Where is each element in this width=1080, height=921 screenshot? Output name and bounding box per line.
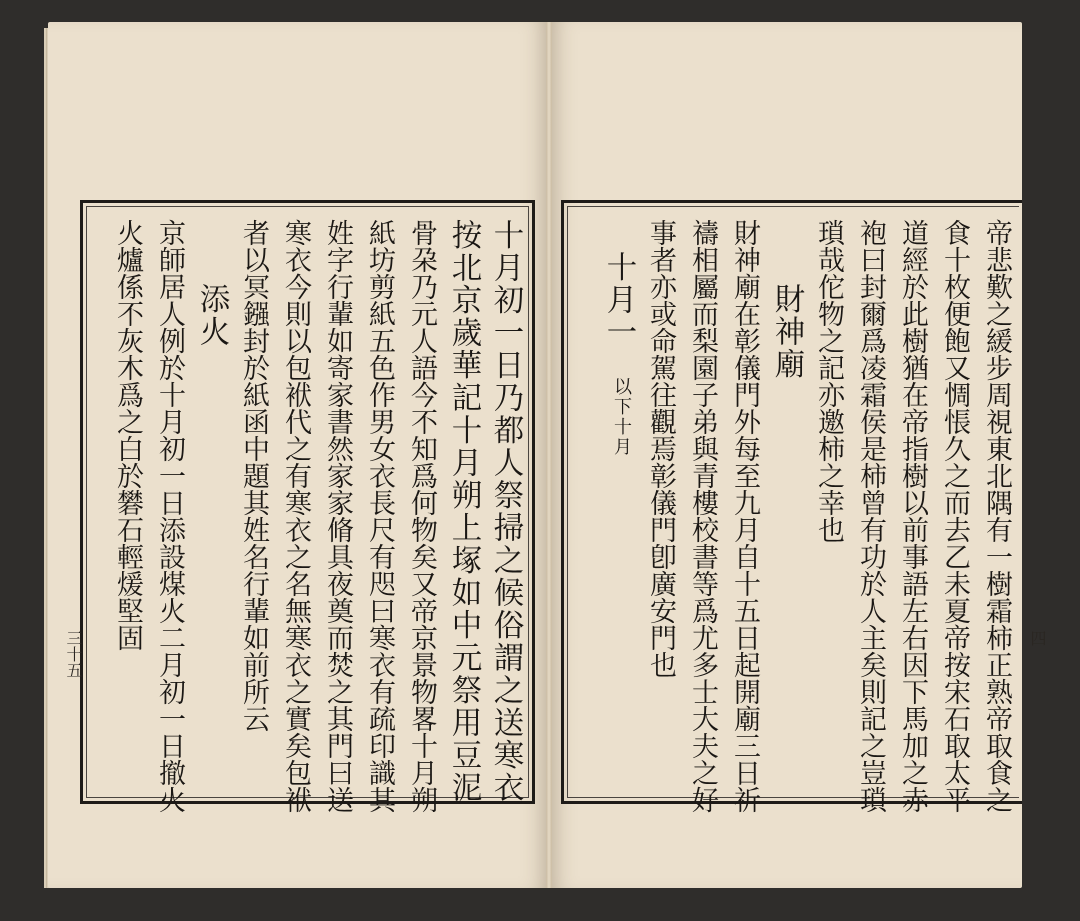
text-column: 帝悲歎之緩步周視東北隅有一樹霜柿正熟帝取食之 [981, 219, 1012, 813]
text-column: 瑣哉佗物之記亦邀柿之幸也 [813, 219, 844, 543]
section-heading: 添火 [194, 283, 229, 348]
left-text-frame [80, 200, 535, 813]
month-note: 以下十月 [611, 377, 632, 457]
text-column: 京師居人例於十月初一日添設煤火二月初一日撤火 [154, 219, 185, 813]
folio-mark-left: 三十五 [64, 630, 83, 678]
right-text-frame [561, 200, 1022, 813]
text-column: 紙坊剪紙五色作男女衣長尺有咫曰寒衣有疏印識其 [364, 219, 395, 813]
text-column: 事者亦或命駕往觀焉彰儀門卽廣安門也 [645, 219, 676, 678]
text-column: 道經於此樹猶在帝指樹以前事語左右因下馬加之赤 [897, 219, 928, 813]
text-column: 姓字行輩如寄家書然家家脩具夜奠而焚之其門曰送 [322, 219, 353, 813]
text-column: 禱相屬而梨園子弟與青樓校書等爲尤多士大夫之好 [687, 219, 718, 813]
month-heading: 十月一 [601, 251, 636, 349]
right-inner-border [567, 206, 1019, 813]
section-heading: 財神廟 [769, 283, 804, 381]
left-inner-border [86, 206, 529, 813]
text-column: 按北京歲華記十月朔上塚如中元祭用豆泥 [446, 219, 481, 804]
book-spine [546, 22, 552, 888]
text-column: 食十枚便飽又惆悵久之而去乙未夏帝按宋石取太平 [939, 219, 970, 813]
text-column: 者以冥鏹封於紙函中題其姓名行輩如前所云 [238, 219, 269, 732]
text-column: 骨朶乃元人語今不知爲何物矣又帝京景物畧十月朔 [406, 219, 437, 813]
text-column: 袍曰封爾爲凌霜侯是柿曾有功於人主矣則記之豈瑣 [855, 219, 886, 813]
text-column: 財神廟在彰儀門外每至九月自十五日起開廟三日祈 [729, 219, 760, 813]
text-column: 火爐係不灰木爲之白於礬石輕煖堅固 [112, 219, 143, 651]
text-column: 十月初一日乃都人祭掃之候俗謂之送寒衣 [488, 219, 523, 804]
folio-mark-right: 四 [1028, 630, 1047, 646]
text-column: 寒衣今則以包袱代之有寒衣之名無寒衣之實矣包袱 [280, 219, 311, 813]
